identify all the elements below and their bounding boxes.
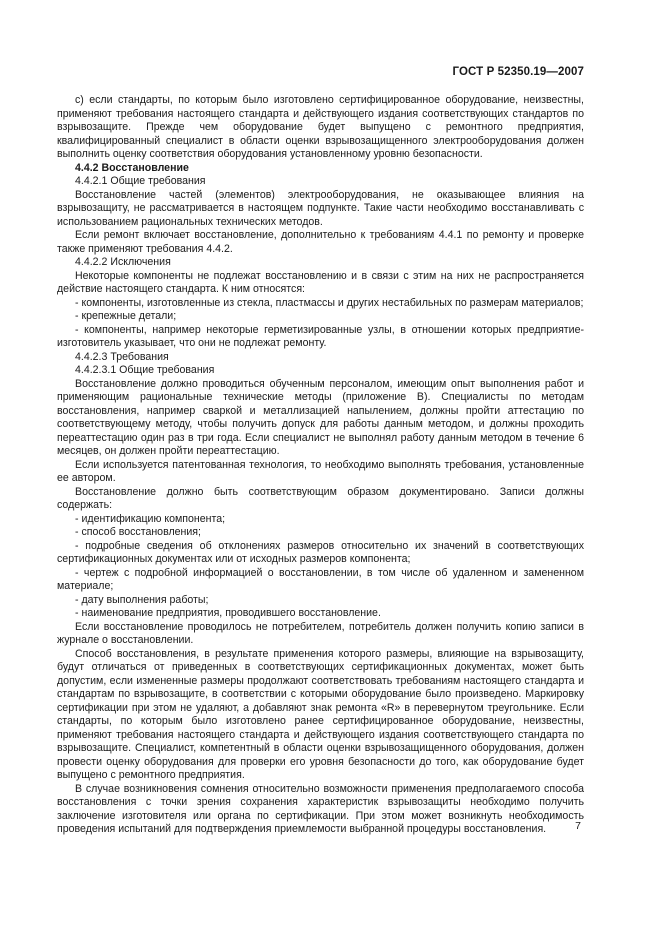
paragraph: 4.4.2.1 Общие требования: [75, 175, 206, 187]
document-header-code: ГОСТ Р 52350.19—2007: [452, 66, 584, 78]
paragraph: Если ремонт включает восстановление, дополнительно к требованиям 4.4.1 по ремонту и проверке также применяют требования 4.4.2.: [57, 229, 584, 255]
paragraph: 4.4.2.2 Исключения: [75, 256, 171, 268]
paragraph: 4.4.2.3 Требования: [75, 350, 169, 363]
paragraph: с) если стандарты, по которым было изготовлено сертифицированное оборудование, неизвестны, применяют требования настоящего стандарта и действующего издания соответствующих стандартов по взрывозащите. Прежде чем оборудование будет выпущено с ремонтного предприятия, квалифицированный специалист в области оценки взрывозащищенного электрооборудования должен выполнить оценку соответствия оборудования установленному уровню безопасности.: [57, 94, 584, 160]
paragraph: Если восстановление проводилось не потребителем, потребитель должен получить копию записи в журнале о восстановлении.: [57, 620, 584, 646]
paragraph: Некоторые компоненты не подлежат восстановлению и в связи с этим на них не распространяется действие настоящего стандарта. К ним относятся:: [57, 269, 584, 295]
paragraph: Восстановление частей (элементов) электрооборудования, не оказывающее влияния на взрывозащиту, не рассматривается в настоящем подпункте. Такие части необходимо восстанавливать с использованием рациональных технических методов.: [57, 188, 584, 228]
paragraph: - дату выполнения работы;: [75, 593, 209, 606]
document-body: [57, 94, 584, 837]
paragraph: - идентификацию компонента;: [75, 512, 226, 525]
page-number: 7: [575, 820, 581, 832]
paragraph: Восстановление должно быть соответствующим образом документировано. Записи должны содержать:: [57, 485, 584, 511]
paragraph: - подробные сведения об отклонениях размеров относительно их значений в соответствующих сертификационных документах или от исходных размеров компонента;: [57, 539, 584, 565]
paragraph: 4.4.2.3.1 Общие требования: [75, 364, 215, 376]
paragraph: - чертеж с подробной информацией о восстановлении, в том числе об удаленном и замененном материале;: [57, 566, 584, 592]
paragraph: Если используется патентованная технология, то необходимо выполнять требования, установленные ее автором.: [57, 458, 584, 484]
paragraph: В случае возникновения сомнения относительно возможности применения предполагаемого способа восстановления с точки зрения сохранения характеристик взрывозащиты необходимо получить заключение изготовителя или органа по сертификации. При этом может возникнуть необходимость проведения испытаний для подтверждения приемлемости выбранной процедуры восстановления.: [57, 782, 584, 835]
section-heading: 4.4.2 Восстановление: [75, 161, 189, 174]
paragraph: Способ восстановления, в результате применения которого размеры, влияющие на взрывозащиту, будут отличаться от приведенных в соответствующих сертификационных документах, может быть допустим, если измененные размеры продолжают соответствовать требованиям настоящего стандарта и стандартам по взрывозащите, в соответствии с которыми оборудование было произведено. Маркировку сертификации при этом не удаляют, а добавляют знак ремонта «R» в перевернутом треугольнике. Если стандарты, по которым было изготовлено ранее сертифицированное оборудование, неизвестны, применяют требования настоящего стандарта и действующего издания соответствующего стандарта по взрывозащите. Специалист, компетентный в области оценки взрывозащищенного оборудования, должен провести оценку оборудования для проверки его уровня безопасности до того, как оборудование будет выпущено с ремонтного предприятия.: [57, 647, 584, 781]
paragraph: - крепежные детали;: [75, 310, 177, 322]
paragraph: - компоненты, например некоторые герметизированные узлы, в отношении которых предприятие-изготовитель указывает, что они не подлежат ремонту.: [57, 323, 584, 349]
paragraph: - наименование предприятия, проводившего восстановление.: [75, 607, 381, 619]
paragraph: - компоненты, изготовленные из стекла, пластмассы и других нестабильных по размерам материалов;: [75, 296, 584, 309]
paragraph: - способ восстановления;: [75, 526, 201, 538]
paragraph: Восстановление должно проводиться обученным персоналом, имеющим опыт выполнения работ и применяющим рациональные технические методы (приложение В). Специалисты по методам восстановления, например сваркой и металлизацией напылением, должны пройти аттестацию по соответствующему методу, чтобы получить допуск для работы данным методом, и должны проходить переаттестацию один раз в три года. Если специалист не выполнял работу данным методом в течение 6 месяцев, он должен пройти переаттестацию.: [57, 377, 584, 457]
